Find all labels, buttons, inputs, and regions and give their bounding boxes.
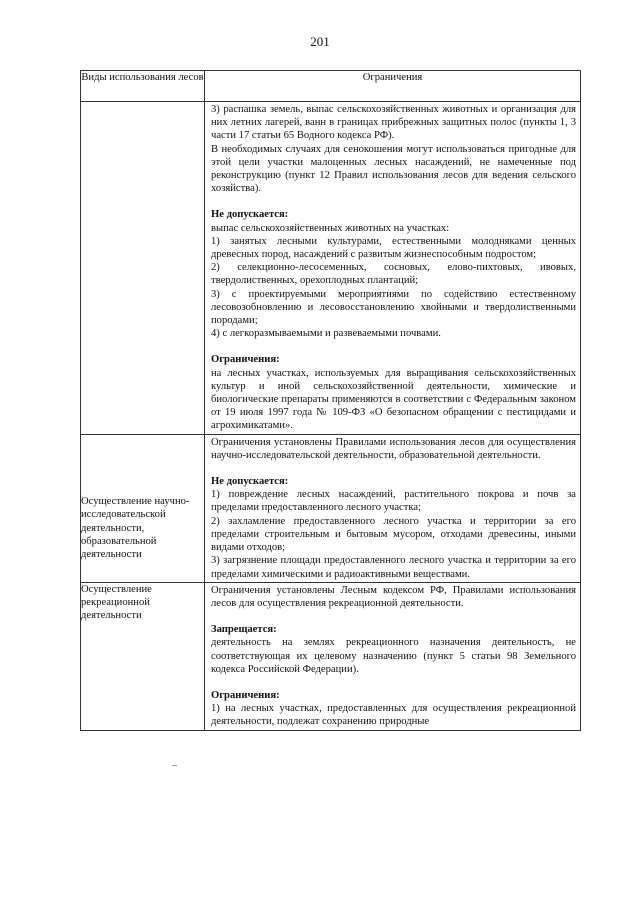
paragraph: 1) на лесных участках, предоставленных для осуществления рекреационной деятельности, подлежат сохранению природные [211,703,576,728]
paragraph: Ограничения установлены Лесным кодексом РФ, Правилами использования лесов для осуществления рекреационной деятельности. [211,584,576,609]
section-heading-text: Ограничения: [211,354,280,366]
table-header-row [81,71,581,102]
paragraph: Ограничения установлены Правилами использования лесов для осуществления научно-исследовательской деятельности, образовательной деятельности. [211,436,576,461]
section-heading [211,689,576,702]
paragraph: выпас сельскохозяйственных животных на участках: [211,222,450,234]
margin-mark: – [172,760,177,771]
paragraph: на лесных участках, используемых для выращивания сельскохозяйственных культур и иной сельскохозяйственной деятельности, химические и биологические препараты применяются в соответствии с Федеральным законом от 19 июля 1997 года № 109-ФЗ «О безопасном обращении с пестицидами и агрохимикатами». [211,367,576,432]
section-heading-text: Не допускается: [211,476,289,488]
paragraph: 1) повреждение лесных насаждений, растительного покрова и почв за пределами предоставленного лесного участка; [211,489,576,514]
row-label [81,102,205,435]
paragraph: 3) распашка земель, выпас сельскохозяйственных животных и организация для них летних лагерей, ванн в границах прибрежных защитных полос (пункты 1, 3 части 17 статьи 65 Водного кодекса РФ). [211,104,576,142]
section-heading [211,208,576,221]
header-forest-use-types: Виды использования лесов [81,71,205,102]
restrictions-table [80,70,581,731]
restrictions-text [205,583,580,730]
paragraph: 3) с проектируемыми мероприятиями по содействию естественному лесовозобновлению и лесовосстановлению хвойными и твердолиственными породами; [211,288,576,327]
row-content [205,102,581,435]
paragraph: 1) занятых лесными культурами, естественными молодняками ценных древесных пород, насаждений с развитым жизнеспособным подростом; [211,235,576,261]
section-heading [211,353,576,366]
page-number: 201 [310,34,330,49]
paragraph: деятельность на землях рекреационного назначения деятельность, не соответствующая их целевому назначению (пункт 5 статьи 98 Земельного кодекса Российской Федерации). [211,637,576,675]
table-row [81,102,581,435]
paragraph: В необходимых случаях для сенокошения могут использоваться пригодные для этой цели участки малоценных лесных насаждений, не намеченные под реконструкцию (пункт 12 Правил использования лесов для ведения сельского хозяйства). [211,143,576,195]
section-heading-text: Не допускается: [211,209,289,221]
row-content [205,434,581,582]
row-content [205,582,581,730]
paragraph: 2) селекционно-лесосеменных, сосновых, елово-пихтовых, ивовых, твердолиственных, орехоплодных плантаций; [211,262,576,287]
section-heading [211,475,576,488]
paragraph: 4) с легкоразмываемыми и развеваемыми почвами. [211,328,441,340]
table-row [81,434,581,582]
section-heading-text: Запрещается: [211,624,277,636]
restrictions-text [205,435,580,582]
row-label: Осуществление научно-исследовательской деятельности, образовательной деятельности [81,434,205,582]
paragraph: 3) загрязнение площади предоставленного лесного участка и территории за его пределами химическими и радиоактивными веществами. [211,555,576,580]
table-row [81,582,581,730]
paragraph: 2) захламление предоставленного лесного участка и территории за его пределами строительным и бытовым мусором, отходами древесины, иными видами отходов; [211,515,576,554]
section-heading [211,623,576,636]
section-heading-text: Ограничения: [211,689,280,701]
row-label: Осуществление рекреационной деятельности [81,582,205,730]
restrictions-text [205,102,580,434]
header-restrictions: Ограничения [205,71,581,102]
